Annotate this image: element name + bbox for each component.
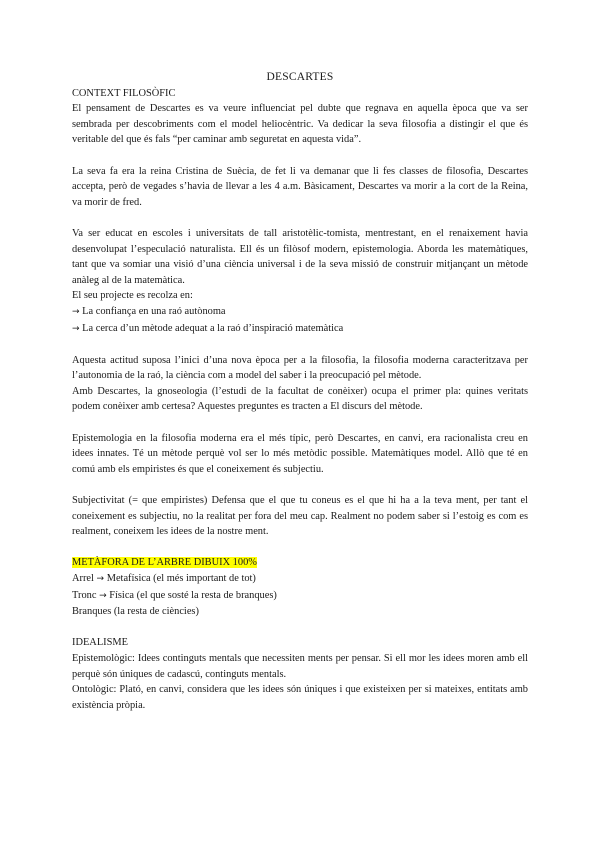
list-item-text: La confiança en una raó autònoma	[82, 305, 226, 317]
tree-part-desc: Metafísica (el més important de tot)	[106, 573, 256, 584]
document-title: DESCARTES	[266, 71, 334, 83]
paragraph: Epistemologia en la filosofia moderna era el més típic, però Descartes, en canvi, era racionalista creu en idees innates. Té un mètode perquè vol ser lo més metòdic possible. Matemàtiques model. Allò que té en comú amb els empiristes és que el coneixement és subjectiu.	[72, 432, 528, 475]
section-heading-idealisme: IDEALISME	[72, 637, 128, 649]
paragraph: Amb Descartes, la gnoseologia (l’estudi de la facultat de conèixer) ocupa el primer pla: quines veritats podem conèixer amb certesa? Aquestes preguntes es tracten a El discurs del mètode.	[72, 385, 528, 413]
arrow-icon: →	[99, 590, 107, 601]
tree-line-arrel	[72, 571, 528, 588]
tree-part-desc: Física (el que sosté la resta de branques)	[109, 589, 277, 601]
highlighted-heading: METÀFORA DE L’ARBRE DIBUIX 100%	[72, 557, 257, 569]
section-heading-metaphor	[72, 555, 528, 571]
list-item-text: La cerca d’un mètode adequat a la raó d’inspiració matemàtica	[82, 322, 344, 334]
arrow-icon: →	[72, 306, 80, 317]
paragraph: Ontològic: Plató, en canvi, considera que les idees són úniques i que existeixen per si mateixes, entitats amb existència pròpia.	[72, 684, 528, 711]
tree-part-label: Tronc	[72, 589, 97, 601]
paragraph: Epistemològic: Idees continguts mentals que necessiten ments per pensar. Si ell mor les idees moren amb ell perquè són úniques de cadascú, continguts mentals.	[72, 652, 528, 680]
section-heading-context: CONTEXT FILOSÒFIC	[72, 87, 176, 99]
paragraph: El seu projecte es recolza en:	[72, 290, 193, 302]
tree-line-branques: Branques (la resta de ciències)	[72, 606, 199, 618]
paragraph: El pensament de Descartes es va veure influenciat pel dubte que regnava en aquella època que va ser sembrada per descobriments com el model heliocèntric. Va dedicar la seva filosofia a distingir el que és veritable del que és fals “per caminar amb seguretat en aquesta vida”.	[72, 103, 528, 146]
paragraph: Aquesta actitud suposa l’inici d’una nova època per a la filosofia, la filosofia moderna caracteritzava per l’autonomia de la raó, la ciència com a model del saber i la preocupació pel mètode.	[72, 354, 528, 382]
tree-line-tronc	[72, 588, 528, 605]
arrow-icon: →	[72, 323, 80, 334]
paragraph: La seva fa era la reina Cristina de Suècia, de fet li va demanar que li fes classes de filosofia, Descartes accepta, però de vegades s’havia de llevar a les 4 a.m. Bàsicament, Descartes va morir a la cort de la Reina, va morir de fred.	[72, 165, 528, 208]
list-item	[72, 304, 528, 321]
list-item	[72, 321, 528, 338]
paragraph: Va ser educat en escoles i universitats de tall aristotèlic-tomista, mentrestant, en el renaixement havia desenvolupat l’especulació naturalista. Ell és un filòsof modern, epistemologia. Aborda les matemàtiques, tant que va somiar una visió d’una ciència universal i de la seva missió de construir mitjançant un mètode anàleg al de la matemàtica.	[72, 227, 528, 286]
tree-part-label: Arrel	[72, 573, 94, 584]
document-body	[72, 70, 528, 713]
paragraph: Subjectivitat (= que empiristes) Defensa que el que tu coneus es el que hi ha a la teva ment, per tant el coneixement es subjectiu, no la realitat per fora del meu cap. Realment no podem saber si l’estoig es com es realment, coneixem les idees de la nostre ment.	[72, 495, 528, 538]
arrow-icon: →	[96, 574, 105, 584]
